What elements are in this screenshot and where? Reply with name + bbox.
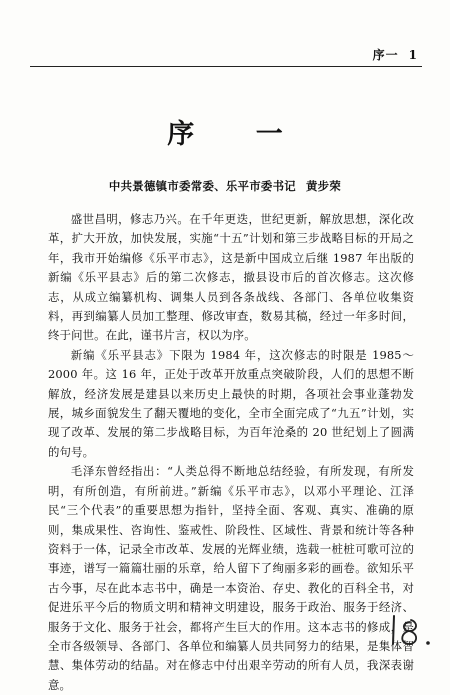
handwritten-page-mark bbox=[388, 610, 438, 650]
paragraph-3: 毛泽东曾经指出：“人类总得不断地总结经验，有所发现，有所发明，有所创造，有所前进。”新编《乐平市志》，以邓小平理论、江泽民“三个代表”的重要思想为指针，坚持全面、客观、真实、准确的原则，集成果性、咨询性、鉴戒性、阶段性、区域性、背景和统计等各种资料于一体，记录全市改革、发展的光辉业绩，选载一桩桩可歌可泣的事迹，谱写一篇篇壮丽的乐章，给人留下了绚丽多彩的画卷。欲知乐平古今事，尽在此本志书中，确是一本资治、存史、教化的百科全书，对促进乐平今后的物质文明和精神文明建设，服务于政治、服务于经济、服务于文化、服务于社会，都将产生巨大的作用。这本志书的修成，是全市各级领导、各部门、各单位和编纂人员共同努力的结果，是集体智慧、集体劳动的结晶。对在修志中付出艰辛劳动的所有人员，我深表谢意。 bbox=[48, 464, 414, 692]
paragraph-2: 新编《乐平县志》下限为 1984 年，这次修志的时限是 1985～2000 年。这 16 年，正处于改革开放重点突破阶段，人们的思想不断解放，经济发展是建县以来历史上最快的时期，各项社会事业蓬勃发展，城乡面貌发生了翻天覆地的变化，全市全面完成了“九五”计划，实现了改革、发展的第二步战略目标，为百年沧桑的 20 世纪划上了圆满的句号。 bbox=[48, 347, 414, 459]
running-head bbox=[0, 46, 418, 63]
author-byline bbox=[0, 178, 450, 194]
paragraph-1: 盛世昌明，修志乃兴。在千年更迭，世纪更新，解放思想，深化改革，扩大开放，加快发展，实施“十五”计划和第三步战略目标的开局之年，我市开始编修《乐平市志》，这是新中国成立后继 1987 年出版的新编《乐平县志》后的第二次修志，撤县设市后的首次修志。这次修志，从成立编纂机构、调集人员到各条战线、各部门、各单位收集资料，再到编纂人员加工整理、修改审查，数易其稿，经过一年多时间，终于问世。在此，谨书片言，权以为序。 bbox=[48, 212, 414, 343]
author-affiliation: 中共景德镇市委常委、乐平市委书记 bbox=[108, 179, 296, 193]
preface-body bbox=[48, 210, 414, 695]
running-head-page-number: 1 bbox=[408, 48, 418, 62]
author-name: 黄步荣 bbox=[305, 179, 342, 193]
header-rule bbox=[30, 66, 422, 67]
running-head-section: 序一 bbox=[372, 48, 399, 62]
chapter-title: 序 一 bbox=[167, 119, 309, 150]
handwritten-mark-drawing bbox=[388, 610, 438, 650]
